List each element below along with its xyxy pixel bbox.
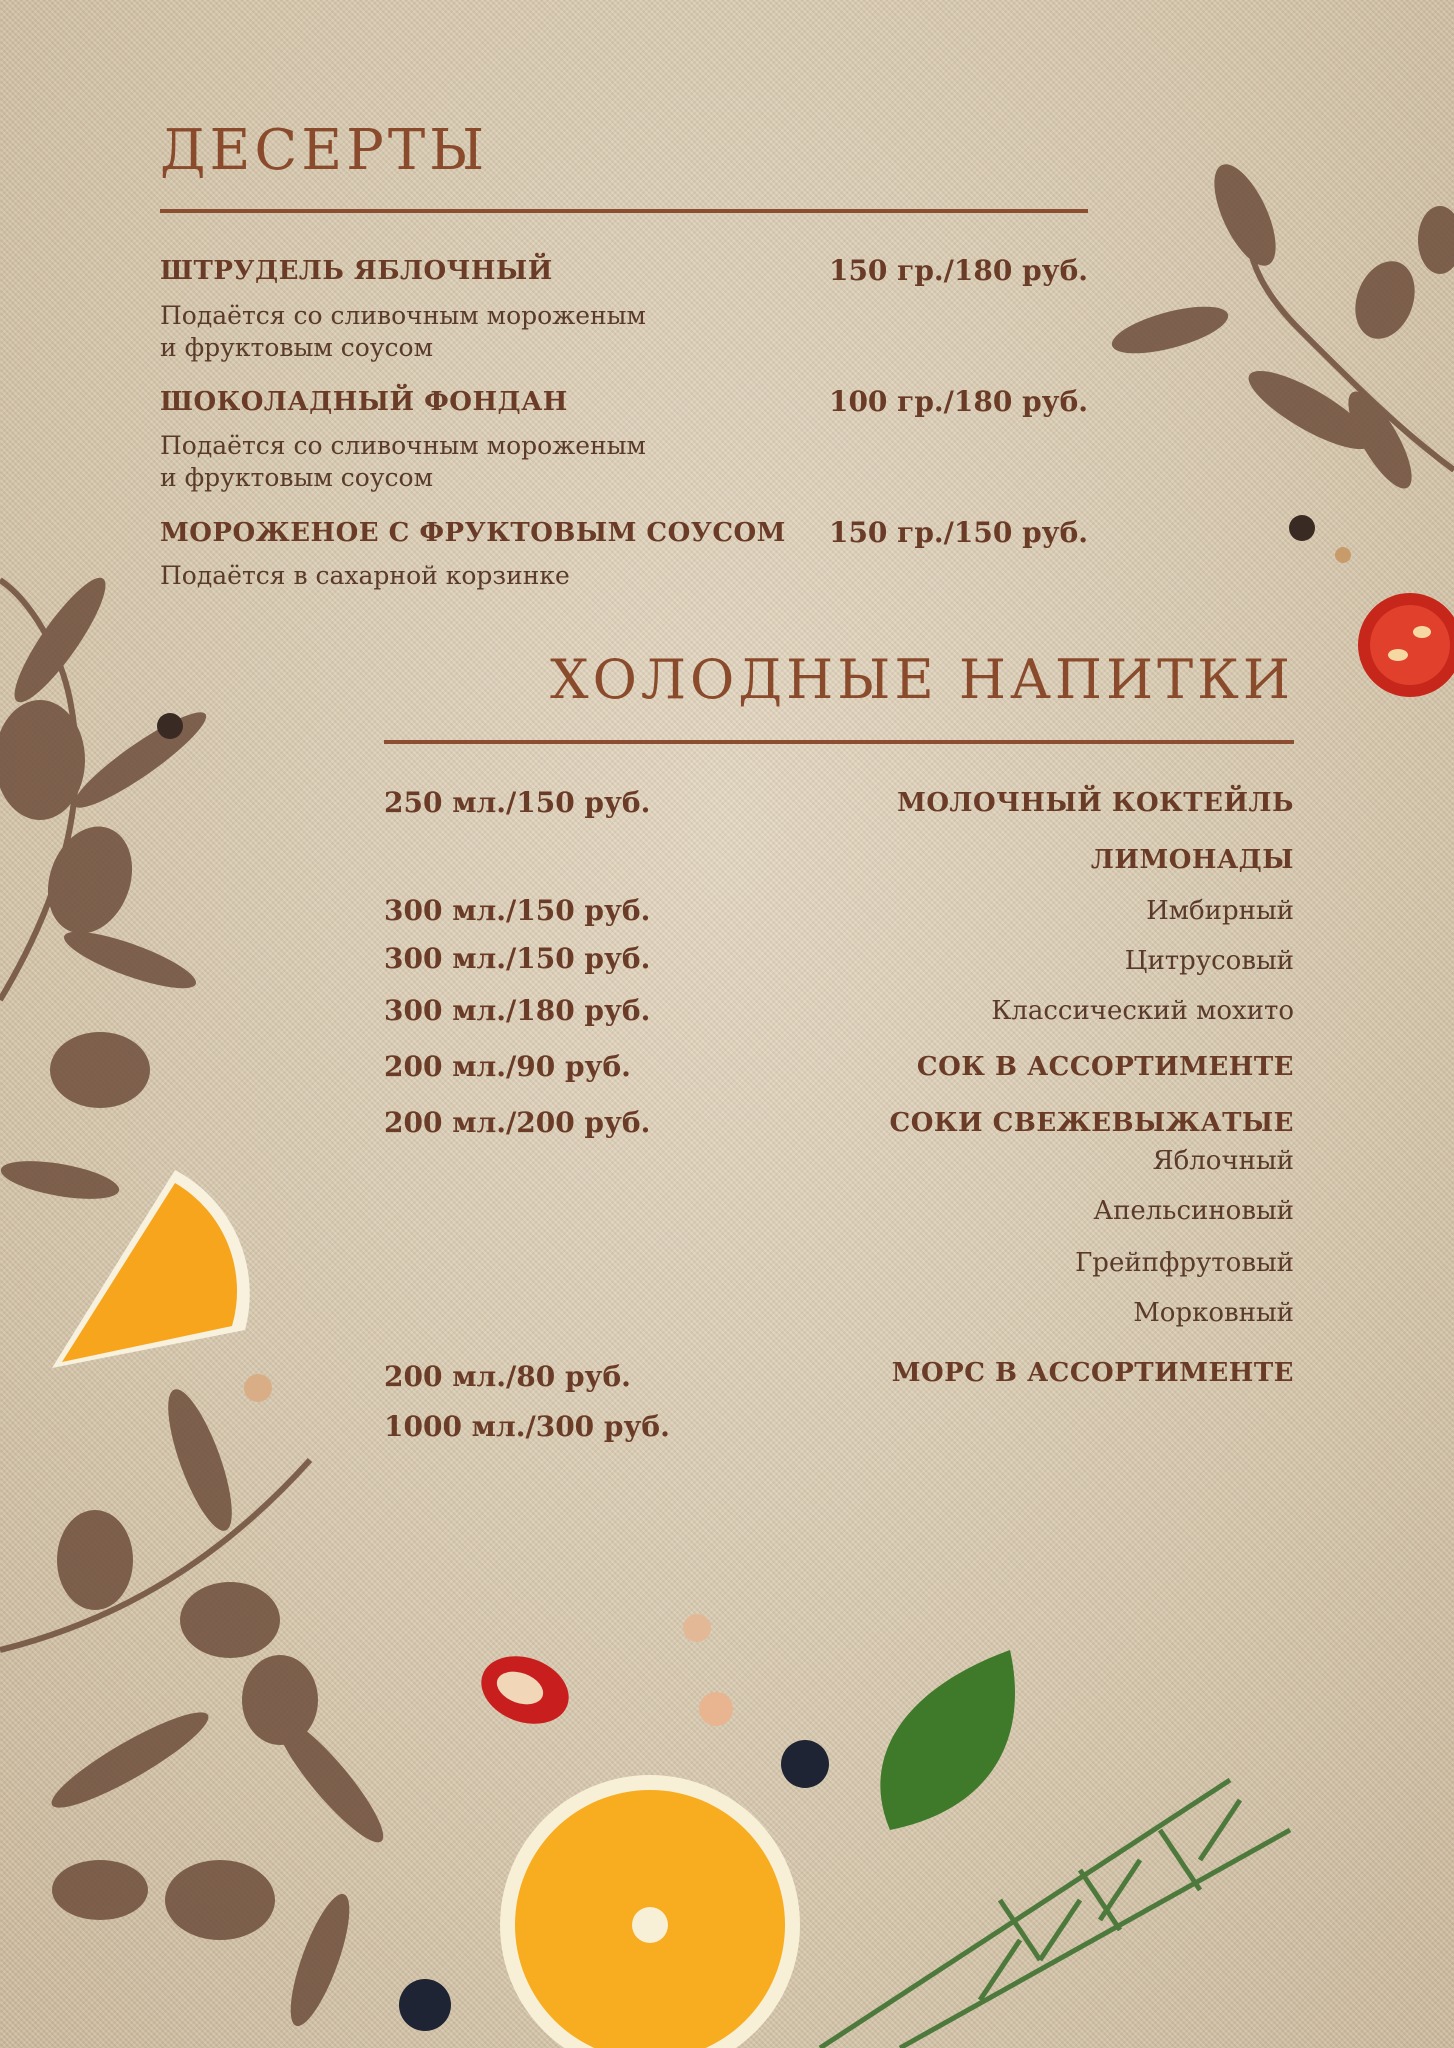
drink-price: 200 мл./200 руб. [384,1106,651,1139]
dessert-price: 150 гр./180 руб. [828,254,1088,287]
dessert-price: 100 гр./180 руб. [828,385,1088,418]
dessert-description-line: и фруктовым соусом [160,333,434,362]
dessert-description [160,560,720,592]
basil-leaf-icon [880,1650,1015,1830]
olive-branch-bottom-left-icon [0,1383,395,2032]
drink-variant: Яблочный [1152,1146,1294,1176]
drink-price: 1000 мл./300 руб. [384,1410,670,1443]
blueberry-icon [399,1979,451,2031]
olive-branch-left-icon [0,568,215,1206]
dessert-description-line: Подаётся со сливочным мороженым [160,431,646,460]
drink-variant: Имбирный [1146,896,1294,926]
drink-variant: Классический мохито [991,996,1294,1026]
drink-price: 300 мл./150 руб. [384,942,651,975]
drink-name: МОРС В АССОРТИМЕНТЕ [891,1358,1294,1388]
drink-name: МОЛОЧНЫЙ КОКТЕЙЛЬ [897,788,1294,818]
drink-category: СОКИ СВЕЖЕВЫЖАТЫЕ [889,1108,1294,1138]
drink-variant: Апельсиновый [1093,1196,1294,1226]
olive-branch-top-right-icon [1107,156,1454,497]
drink-price: 300 мл./150 руб. [384,894,651,927]
drink-price: 300 мл./180 руб. [384,994,651,1027]
blueberry-icon [781,1740,829,1788]
peppercorn-icon [157,713,183,739]
seed-icon [1335,547,1351,563]
dessert-description-line: Подаётся в сахарной корзинке [160,561,570,590]
cold-drinks-divider [384,740,1294,744]
chili-slice-icon [472,1645,578,1736]
dessert-name: ШТРУДЕЛЬ ЯБЛОЧНЫЙ [160,256,553,286]
drink-variant: Грейпфрутовый [1075,1248,1294,1278]
drink-price: 200 мл./90 руб. [384,1050,631,1083]
seed-icon [683,1614,711,1642]
dessert-description [160,300,720,364]
drink-price: 200 мл./80 руб. [384,1360,631,1393]
dessert-description [160,430,720,494]
dessert-price: 150 гр./150 руб. [828,516,1088,549]
tomato-slice-icon [1358,593,1454,697]
desserts-divider [160,209,1088,213]
dessert-name: МОРОЖЕНОЕ С ФРУКТОВЫМ СОУСОМ [160,518,786,548]
drink-name: СОК В АССОРТИМЕНТЕ [916,1052,1294,1082]
peppercorn-icon [1289,515,1315,541]
drink-price: 250 мл./150 руб. [384,786,651,819]
seed-icon [244,1374,272,1402]
dessert-description-line: и фруктовым соусом [160,463,434,492]
orange-half-icon [500,1775,800,2048]
drink-variant: Морковный [1133,1298,1294,1328]
dessert-description-line: Подаётся со сливочным мороженым [160,301,646,330]
seed-icon [699,1692,733,1726]
dessert-name: ШОКОЛАДНЫЙ ФОНДАН [160,387,568,417]
drink-variant: Цитрусовый [1124,946,1294,976]
desserts-title: ДЕСЕРТЫ [160,118,489,183]
cold-drinks-title: ХОЛОДНЫЕ НАПИТКИ [550,648,1294,711]
orange-wedge-icon [52,1170,250,1368]
drink-category: ЛИМОНАДЫ [1090,845,1294,875]
